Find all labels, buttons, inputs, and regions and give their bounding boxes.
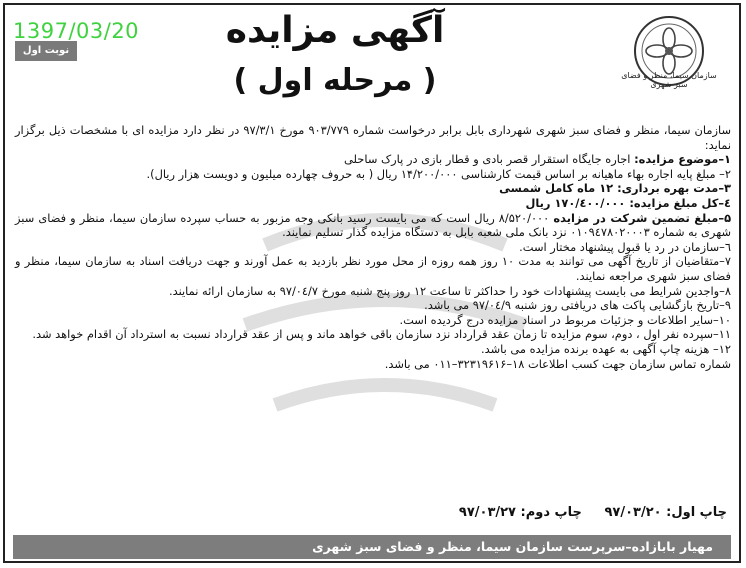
item-visit: ۷–متقاضیان از تاریخ آگهی می توانند به مدت ۱۰ روز همه روزه از محل مورد نظر بازدید به عمل آورند و جهت دریافت اسناد به سازمان سیما، منظر و فضای سبز شهری مراجعه نمایند. [15, 254, 731, 283]
item-other-info: ۱۰–سایر اطلاعات و جزئیات مربوط در اسناد مزایده درج گردیده است. [399, 312, 731, 327]
organization-logo-icon [621, 13, 717, 113]
item-guarantee: ۵–مبلغ تضمین شرکت در مزایده ۸/۵۲۰/۰۰۰ ریال است که می بایست رسید بانکی وجه مزبور به حساب سپرده سازمان سیما، منظر و فضای سبز شهری به شماره ۰۱۰۹٤۷۸۰۲۰۰۰۳ نزد بانک ملی شعبه بابل به دستگاه مزایده گذار تسلیم نمایند. [15, 210, 732, 240]
item-deposit: ۱۱–سپرده نفر اول ، دوم، سوم مزایده تا زمان عقد قرارداد نزد سازمان باقی خواهد ماند و پس از عقد قرارداد نسبت به استرداد آن اقدام خواهد شد. [32, 327, 731, 342]
print-dates: چاپ اول: ۹۷/۰۳/۲۰ چاپ دوم: ۹۷/۰۳/۲۷ [458, 505, 727, 520]
item-rights: ٦–سازمان در رد یا قبول پیشنهاد مختار است. [519, 239, 731, 254]
notice-frame [3, 3, 741, 563]
logo-caption: سازمان سیما، منظر و فضای سبز شهری [621, 71, 717, 89]
item-deadline: ۸–واجدین شرایط می بایست پیشنهادات خود را حداکثر تا ساعت ۱۲ روز پنج شنبه مورخ ۹۷/۰٤/۷ به سازمان ارائه نمایند. [168, 283, 731, 298]
item-total-amount: ٤–کل مبلغ مزایده: ۱۷۰/٤۰۰/۰۰۰ ریال [525, 195, 731, 210]
date-stamp: 1397/03/20 [13, 19, 140, 43]
item-subject: ۱–موضوع مزایده: اجاره جایگاه استقرار قصر بادی و قطار بازی در پارک ساحلی [344, 152, 731, 167]
signature-bar: مهیار بابازاده–سرپرست سازمان سیما، منظر و فضای سبز شهری [13, 535, 731, 559]
item-print-cost: ۱۲– هزینه چاپ آگهی به عهده برنده مزایده می باشد. [481, 341, 731, 356]
item-duration: ۳–مدت بهره برداری: ۱۲ ماه کامل شمسی [499, 181, 731, 196]
notice-title: آگهی مزایده [225, 10, 445, 51]
notice-body [15, 123, 731, 371]
item-base-price: ۲– مبلغ پایه اجاره بهاء ماهیانه بر اساس قیمت کارشناسی ۱۴/۲۰۰/۰۰۰ ریال ( به حروف چهارده میلیون و دویست هزار ریال). [146, 166, 731, 181]
round-badge: نوبت اول [15, 41, 77, 61]
notice-subtitle: ( مرحله اول ) [233, 63, 437, 98]
intro-paragraph: سازمان سیما، منظر و فضای سبز شهری شهرداری بابل برابر درخواست شماره ۹۰۳/۷۷۹ مورخ ۹۷/۳/۱ در نظر دارد مزایده ای با مشخصات ذیل برگزار نماید: [15, 123, 731, 152]
item-opening: ۹–تاریخ بازگشایی پاکت های دریافتی روز شنبه ۹۷/۰٤/۹ می باشد. [424, 298, 731, 313]
contact-line: شماره تماس سازمان جهت کسب اطلاعات ۱۸–۳۲۳۱۹۶۱۶–۰۱۱ می باشد. [384, 356, 731, 371]
